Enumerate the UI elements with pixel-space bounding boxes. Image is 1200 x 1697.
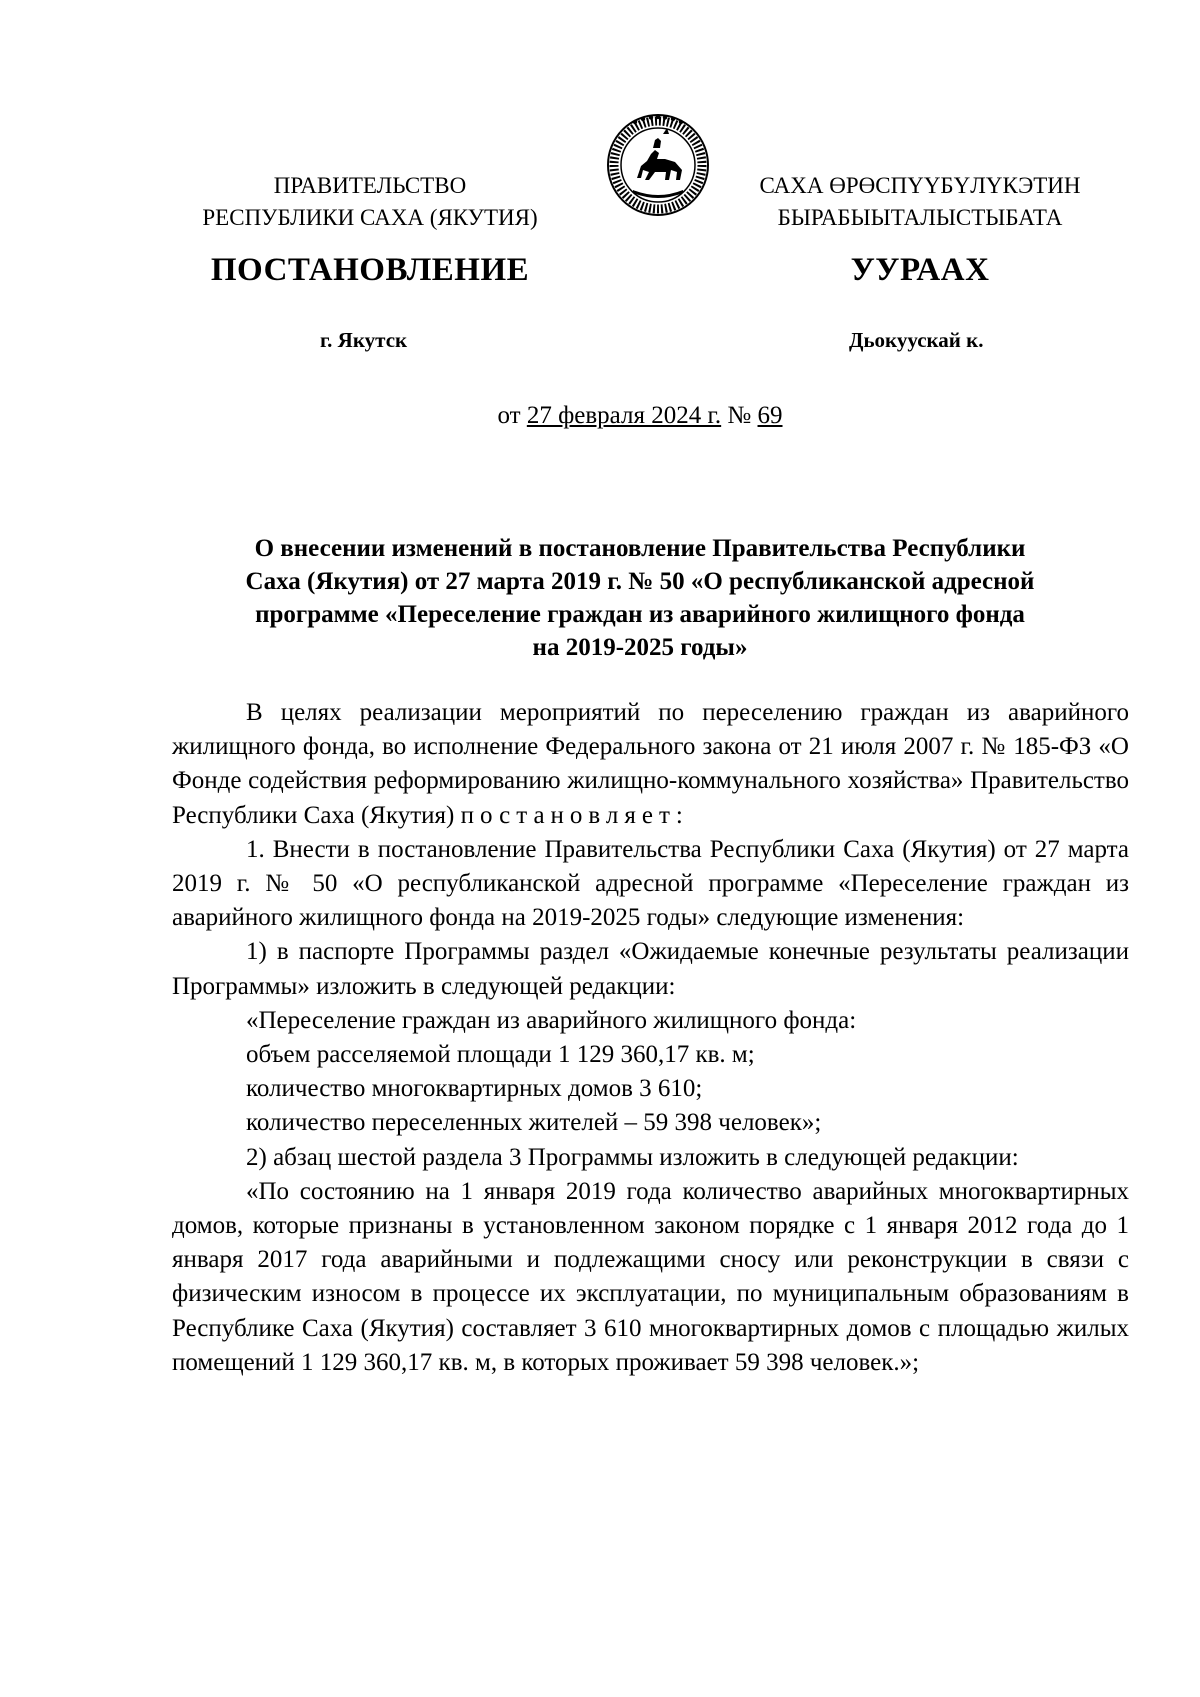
header-right [720,170,1120,234]
doc-type-ru: ПОСТАНОВЛЕНИЕ [210,252,530,288]
subitem-2-paragraph: 2) абзац шестой раздела 3 Программы изложить в следующей редакции: [246,1143,1019,1171]
header-right-line2: БЫРАБЫЫТАЛЫСТЫБАТА [777,205,1063,230]
city-sah: Дьокуускай к. [849,328,984,352]
header-right-line1: САХА ӨРӨСПҮҮБҮЛҮКЭТИН [759,173,1081,198]
header-left-line2: РЕСПУБЛИКИ САХА (ЯКУТИЯ) [202,205,538,230]
quote-line: «Переселение граждан из аварийного жилищного фонда: [246,1006,857,1034]
title-line: программе «Переселение граждан из аварийного жилищного фонда [255,601,1025,628]
quote-line: объем расселяемой площади 1 129 360,17 кв. м; [246,1041,755,1069]
coat-of-arms-emblem [603,110,713,220]
quote-line: количество переселенных жителей – 59 398 человек»; [246,1109,822,1137]
doc-type-sah: УУРААХ [850,252,990,288]
document-number: 69 [757,402,783,429]
title-line: Саха (Якутия) от 27 марта 2019 г. № 50 «О республиканской адресной [245,568,1035,595]
header-left-line1: ПРАВИТЕЛЬСТВО [273,173,467,198]
document-body [172,696,1129,1380]
subitem-1-paragraph: 1) в паспорте Программы раздел «Ожидаемые конечные результаты реализации Программы» изложить в следующей редакции: [172,938,1129,1000]
preamble-paragraph [172,696,1129,833]
document-date: 27 февраля 2024 г. [526,402,722,429]
date-number-line [0,402,1200,430]
date-prefix: от [497,402,521,429]
quote-line: количество многоквартирных домов 3 610; [246,1075,703,1103]
number-sign: № [727,402,752,429]
preamble-text: В целях реализации мероприятий по переселению граждан из аварийного жилищного фонда, во исполнение Федерального закона от 21 июля 2007 г. № 185-ФЗ «О Фонде содействия реформированию жилищно-коммунального хозяйства» Правительство Республики Саха (Якутия) [172,699,1129,829]
title-line: на 2019-2025 годы» [532,634,748,661]
city-ru: г. Якутск [320,328,408,352]
title-line: О внесении изменений в постановление Правительства Республики [254,535,1026,562]
section-3-quote-paragraph: «По состоянию на 1 января 2019 года количество аварийных многоквартирных домов, которые признаны в установленном законом порядке с 1 января 2012 года до 1 января 2017 года аварийными и подлежащими сносу или реконструкции в связи с физическим износом в процессе их эксплуатации, по муниципальным образованиям в Республике Саха (Якутия) составляет 3 610 многоквартирных домов с площадью жилых помещений 1 129 360,17 кв. м, в которых проживает 59 398 человек.»; [172,1177,1129,1376]
document-title [200,532,1080,664]
decree-word: постановляет: [460,801,689,829]
header-left [170,170,570,234]
item-1-paragraph: 1. Внести в постановление Правительства Республики Саха (Якутия) от 27 марта 2019 г. № 50 «О республиканской адресной программе «Переселение граждан из аварийного жилищного фонда на 2019-2025 годы» следующие изменения: [172,835,1129,932]
